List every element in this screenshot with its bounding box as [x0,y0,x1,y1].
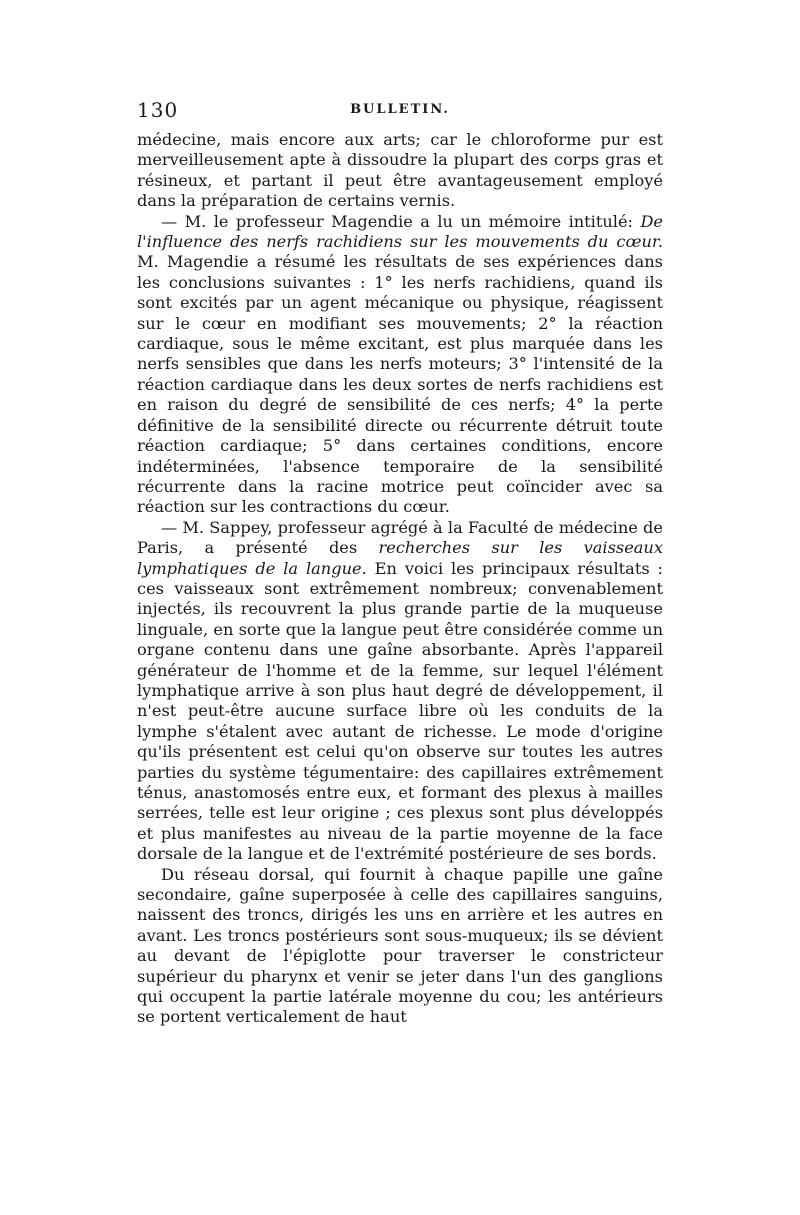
paragraph-magendie [137,212,663,518]
paragraph-sappey [137,518,663,865]
body-text [137,130,663,1028]
paragraph-chloroforme: médecine, mais encore aux arts; car le chloroforme pur est merveilleusement apte à dissoudre la plupart des corps gras et résineux, et partant il peut être avantageusement employé dans la préparation de certains vernis. [137,130,663,211]
memoir-title: De l'influence des nerfs rachidiens sur les mouvements du cœur. [137,211,663,252]
paragraph-body: M. Magendie a résumé les résultats de ses expériences dans les conclusions suivantes : 1° les nerfs rachidiens, quand ils sont excités par un agent mécanique ou physique, réagissent sur le cœur en modifiant ses mouvements; 2° la réaction cardiaque, sous le même excitant, est plus marquée dans les nerfs sensibles que dans les nerfs moteurs; 3° l'intensité de la réaction cardiaque dans les deux sortes de nerfs rachidiens est en raison du degré de sensibilité de ces nerfs; 4° la perte définitive de la sensibilité directe ou récurrente détruit toute réaction cardiaque; 5° dans certaines conditions, encore indéterminées, l'absence temporaire de la sensibilité récurrente dans la racine motrice peut coïncider avec sa réaction sur les contractions du cœur. [137,252,663,517]
paragraph-body: En voici les principaux résultats : ces vaisseaux sont extrêmement nombreux; convenablement injectés, ils recouvrent la plus grande partie de la muqueuse linguale, en sorte que la langue peut être considérée comme un organe contenu dans une gaîne absorbante. Après l'appareil générateur de l'homme et de la femme, sur lequel l'élément lymphatique arrive à son plus haut degré de développement, il n'est peut-être aucune surface libre où les conduits de la lymphe s'étalent avec autant de richesse. Le mode d'origine qu'ils présentent est celui qu'on observe sur toutes les autres parties du système tégumentaire: des capillaires extrêmement ténus, anastomosés entre eux, et formant des plexus à mailles serrées, telle est leur origine ; ces plexus sont plus développés et plus manifestes au niveau de la partie moyenne de la face dorsale de la langue et de l'extrémité postérieure de ses bords. [137,558,663,864]
page-number: 130 [137,98,179,122]
page-header [137,96,663,124]
book-page [137,96,663,1028]
paragraph-lead: — M. Sappey, professeur agrégé à la Faculté de médecine de Paris, a présenté des [137,517,663,558]
paragraph-reseau-dorsal: Du réseau dorsal, qui fournit à chaque papille une gaîne secondaire, gaîne superposée à celle des capillaires sanguins, naissent des troncs, dirigés les uns en arrière et les autres en avant. Les troncs postérieurs sont sous-muqueux; ils se dévient au devant de l'épiglotte pour traverser le constricteur supérieur du pharynx et venir se jeter dans l'un des ganglions qui occupent la partie latérale moyenne du cou; les antérieurs se portent verticalement de haut [137,864,663,1027]
paragraph-lead: — M. le professeur Magendie a lu un mémoire intitulé: [161,211,641,231]
running-head: BULLETIN. [350,102,450,117]
research-title: recherches sur les vaisseaux lymphatiques de la langue. [137,538,663,578]
